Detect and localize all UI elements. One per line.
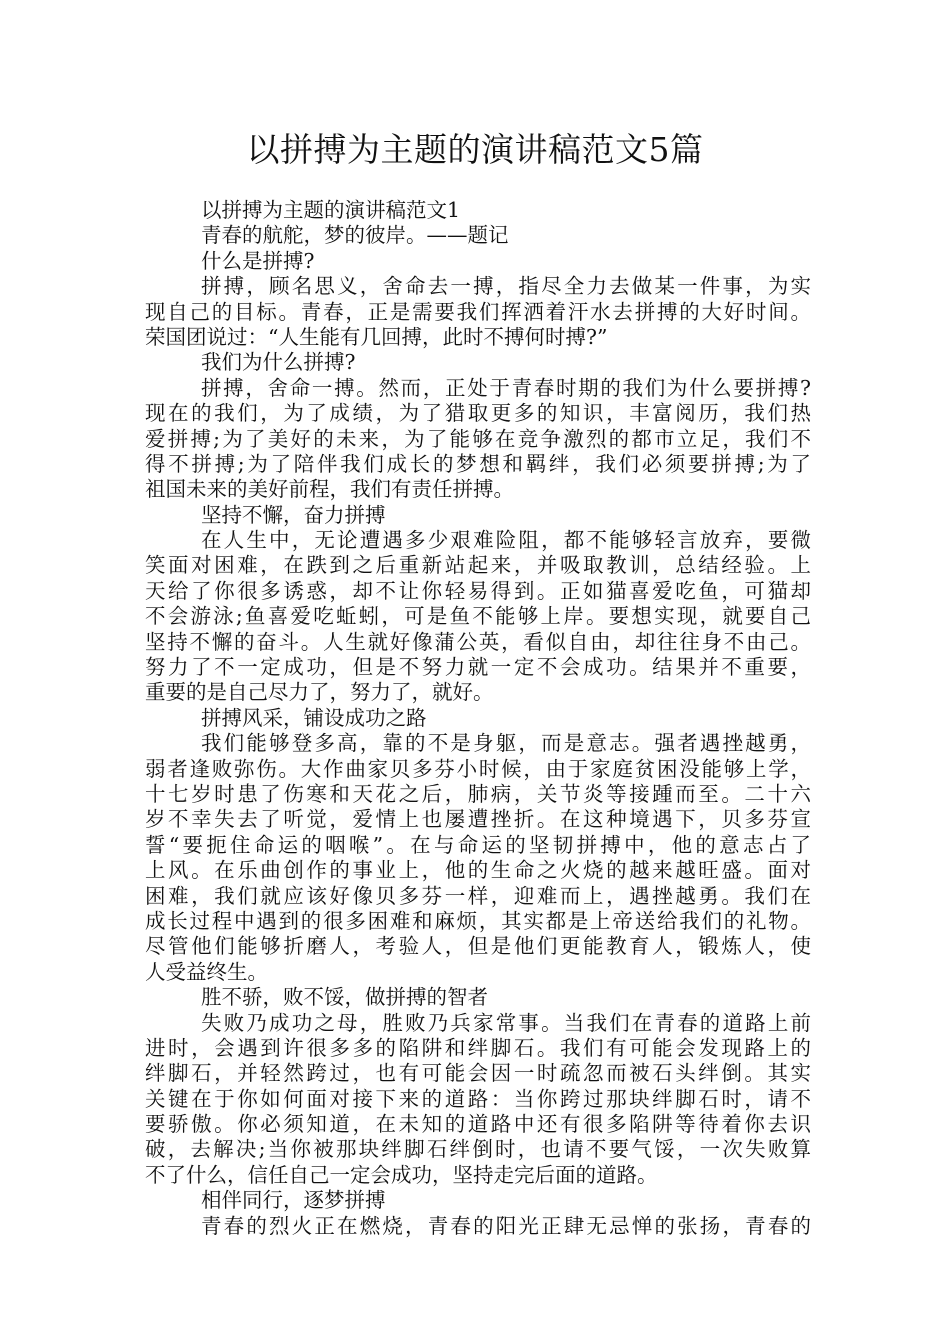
- paragraph-line: 祖国未来的美好前程，我们有责任拼搏。: [145, 477, 514, 502]
- document-title: 以拼搏为主题的演讲稿范文5篇: [246, 130, 704, 169]
- epigraph-line: 青春的航舵，梦的彼岸。——题记: [201, 223, 509, 248]
- section-heading: 相伴同行，逐梦拼搏: [201, 1188, 386, 1213]
- paragraph-line: 不会游泳;鱼喜爱吃蚯蚓，可是鱼不能够上岸。要想实现，就要自己: [145, 604, 811, 629]
- paragraph-line: 关键在于你如何面对接下来的道路：当你跨过那块绊脚石时，请不: [145, 1086, 811, 1111]
- paragraph-line: 重要的是自己尽力了，努力了，就好。: [145, 680, 494, 705]
- paragraph-line: 青春的烈火正在燃烧，青春的阳光正肆无忌惮的张扬，青春的: [201, 1213, 811, 1238]
- paragraph-line: 失败乃成功之母，胜败乃兵家常事。当我们在青春的道路上前: [201, 1010, 811, 1035]
- section-heading: 坚持不懈，奋力拼搏: [201, 502, 386, 527]
- paragraph-line: 弱者逢败弥伤。大作曲家贝多芬小时候，由于家庭贫困没能够上学，: [145, 756, 811, 781]
- paragraph-line: 现在的我们，为了成绩，为了猎取更多的知识，丰富阅历，我们热: [145, 401, 811, 426]
- paragraph-line: 在人生中，无论遭遇多少艰难险阻，都不能够轻言放弃，要微: [201, 528, 811, 553]
- paragraph-line: 得不拼搏;为了陪伴我们成长的梦想和羁绊，我们必须要拼搏;为了: [145, 451, 811, 476]
- document-body: [145, 198, 811, 1239]
- paragraph-line: 尽管他们能够折磨人，考验人，但是他们更能教育人，锻炼人，使: [145, 934, 811, 959]
- paragraph-line: 拼搏，舍命一搏。然而，正处于青春时期的我们为什么要拼搏?: [201, 375, 811, 400]
- paragraph-line: 上风。在乐曲创作的事业上，他的生命之火烧的越来越旺盛。面对: [145, 858, 811, 883]
- paragraph-line: 现自己的目标。青春，正是需要我们挥洒着汗水去拼搏的大好时间。: [145, 299, 811, 324]
- section-heading: 拼搏风采，铺设成功之路: [201, 705, 427, 730]
- paragraph-line: 十七岁时患了伤寒和天花之后，肺病，关节炎等接踵而至。二十六: [145, 781, 811, 806]
- paragraph-line: 拼搏，顾名思义，舍命去一搏，指尽全力去做某一件事，为实: [201, 274, 811, 299]
- paragraph-line: 爱拼搏;为了美好的未来，为了能够在竞争激烈的都市立足，我们不: [145, 426, 811, 451]
- section-heading: 什么是拼搏?: [201, 248, 315, 273]
- paragraph-line: 荣国团说过：“人生能有几回搏，此时不搏何时搏?”: [145, 324, 608, 349]
- paragraph-line: 誓“要扼住命运的咽喉”。在与命运的坚韧拼搏中，他的意志占了: [145, 832, 811, 857]
- paragraph-line: 困难，我们就应该好像贝多芬一样，迎难而上，遇挫越勇。我们在: [145, 883, 811, 908]
- paragraph-line: 笑面对困难，在跌到之后重新站起来，并吸取教训，总结经验。上: [145, 553, 811, 578]
- paragraph-line: 天给了你很多诱惑，却不让你轻易得到。正如猫喜爱吃鱼，可猫却: [145, 578, 811, 603]
- paragraph-line: 努力了不一定成功，但是不努力就一定不会成功。结果并不重要，: [145, 655, 811, 680]
- paragraph-line: 破，去解决;当你被那块绊脚石绊倒时，也请不要气馁，一次失败算: [145, 1137, 811, 1162]
- paragraph-line: 绊脚石，并轻然跨过，也有可能会因一时疏忽而被石头绊倒。其实: [145, 1061, 811, 1086]
- paragraph-line: 进时，会遇到许很多多的陷阱和绊脚石。我们有可能会发现路上的: [145, 1035, 811, 1060]
- paragraph-line: 要骄傲。你必须知道，在未知的道路中还有很多陷阱等待着你去识: [145, 1112, 811, 1137]
- paragraph-line: 成长过程中遇到的很多困难和麻烦，其实都是上帝送给我们的礼物。: [145, 908, 811, 933]
- paragraph-line: 不了什么，信任自己一定会成功，坚持走完后面的道路。: [145, 1162, 658, 1187]
- paragraph-line: 岁不幸失去了听觉，爱情上也屡遭挫折。在这种境遇下，贝多芬宣: [145, 807, 811, 832]
- paragraph-line: 人受益终生。: [145, 959, 268, 984]
- paragraph-line: 我们能够登多高，靠的不是身躯，而是意志。强者遇挫越勇，: [201, 731, 811, 756]
- subtitle-line: 以拼搏为主题的演讲稿范文1: [201, 198, 461, 222]
- paragraph-line: 坚持不懈的奋斗。人生就好像蒲公英，看似自由，却往往身不由己。: [145, 629, 811, 654]
- section-heading: 胜不骄，败不馁，做拼搏的智者: [201, 985, 488, 1010]
- section-heading: 我们为什么拼搏?: [201, 350, 356, 375]
